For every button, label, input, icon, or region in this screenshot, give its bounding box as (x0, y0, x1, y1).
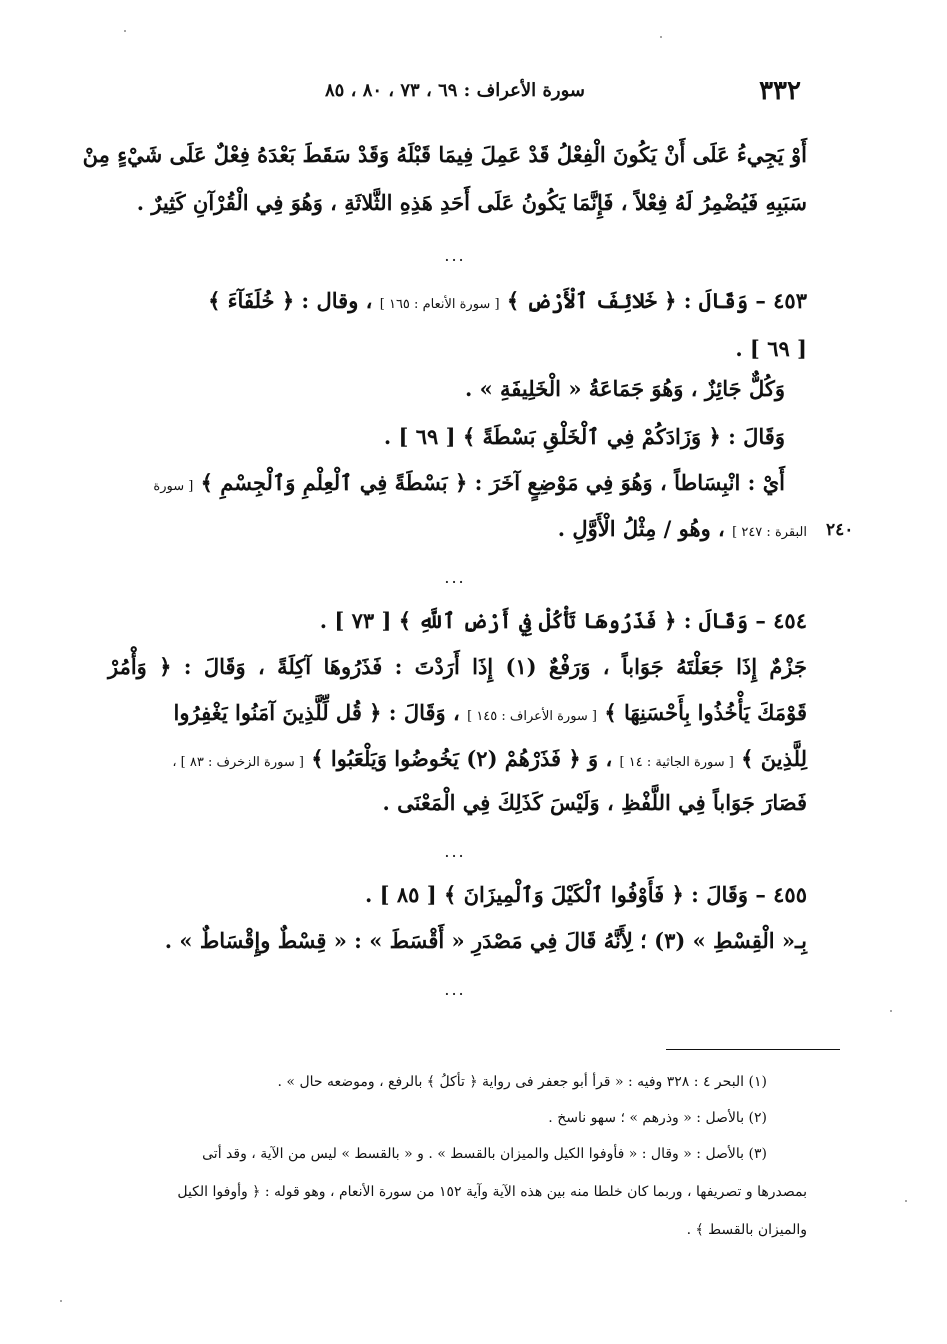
entry-454-commentary-2-b: ، وَقَالَ : ﴿ قُل لِّلَّذِينَ آمَنُوا يَغْفِرُوا (173, 700, 460, 725)
entry-453-commentary-4-text: ، وهُو / مِثْلُ الْأَوَّلِ . (557, 516, 725, 541)
section-separator: ... (444, 842, 466, 861)
entry-454-heading: ٤٥٤ – وَقَالَ : ﴿ فَذَرُوهَا تَأْكُلْ فِي أَرْضِ ٱللَّهِ ﴾ [ ٧٣ ] . (319, 608, 807, 633)
entry-454-commentary-3-a: لِلَّذِينَ ﴾ (741, 746, 807, 771)
footnote-3-line-1: (٣) بالأصل : « وقال : « فأوفوا الكيل والميزان بالقسط » . و « بالقسط » ليس من الآية ، وقد أتى (202, 1146, 767, 1162)
entry-454-commentary-2-a: قَوْمَكَ يَأْخُذُوا بِأَحْسَنِهَا ﴾ (604, 700, 807, 725)
entry-454-commentary-3-ref-1: [ سورة الجاثية : ١٤ ] (619, 755, 734, 770)
entry-453-commentary-4 (558, 516, 807, 541)
entry-453-commentary-4-ref: البقرة : ٢٤٧ ] (732, 525, 807, 540)
footnote-2: (٢) بالأصل : « وذرهم » ؛ سهو ناسخ . (548, 1110, 767, 1126)
entry-455-commentary: بِـ« الْقِسْطِ » (٣) ؛ لِأَنَّهُ قَالَ فِي مَصْدَرِ « أَقْسَطَ » : « قِسْطٌ وإِقْسَاطٌ » . (164, 928, 807, 953)
scan-speck (905, 1200, 907, 1202)
entry-453-commentary-3-text: أَيْ : انْبِسَاطاً ، وَهُوَ فِي مَوْضِعٍ آخَرَ : ﴿ بَسْطَةً فِي ٱلْعِلْمِ وَٱلْجِسْمِ ﴾ (200, 470, 785, 495)
entry-454-commentary-3-ref-2: [ سورة الزخرف : ٨٣ ] ، (172, 755, 304, 770)
entry-453-commentary-3 (108, 470, 785, 495)
intro-line-1: أَوْ يَجِيءُ عَلَى أَنْ يَكُونَ الْفِعْلُ قَدْ عَمِلَ فِيمَا قَبْلَهُ وَقَدْ سَقَطَ بَعْدَهُ فِعْلٌ عَلَى شَيْءٍ مِنْ (82, 142, 807, 167)
entry-453-quote: ٤٥٣ – وَقَالَ : ﴿ خَلائِفَ ٱلْأَرْضِ ﴾ (506, 288, 807, 313)
section-separator: ... (444, 568, 466, 587)
margin-manuscript-number: ٢٤٠ (826, 520, 854, 540)
entry-454-commentary-3 (108, 746, 807, 771)
page-number: ٣٣٢ (759, 76, 801, 106)
scan-speck (124, 30, 126, 32)
intro-line-2: سَبَبِهِ فَيُضْمِرُ لَهُ فِعْلاً ، فَإِنَّمَا يَكُونُ عَلَى أَحَدِ هَذِهِ الثَّلاثَةِ ، وَهُوَ فِي الْقُرْآنِ كَثِيرٌ . (136, 190, 807, 215)
footnote-3-line-3: والميزان بالقسط ﴾ . (686, 1222, 807, 1238)
entry-454-commentary-2 (108, 700, 807, 725)
footnote-rule (666, 1049, 840, 1050)
scan-speck (890, 1010, 892, 1012)
entry-453-surah-ref: [ سورة الأنعام : ١٦٥ ] (379, 297, 500, 312)
entry-453-heading (108, 288, 807, 313)
entry-453-second-quote: ، وقال : ﴿ خُلَفَآءَ ﴾ (208, 288, 373, 313)
entry-454-commentary-2-ref: [ سورة الأعراف : ١٤٥ ] (467, 709, 598, 724)
entry-455-heading: ٤٥٥ – وَقَالَ : ﴿ فَأَوْفُوا ٱلْكَيْلَ وَٱلْمِيزَانَ ﴾ [ ٨٥ ] . (364, 882, 807, 907)
entry-453-commentary-1: وَكُلٌّ جَائِزٌ ، وَهُوَ جَمَاعَةُ « الْخَلِيفَةِ » . (464, 376, 785, 401)
footnote-3-line-2: بمصدرها و تصريفها ، وربما كان خلطا منه بين هذه الآية وآية ١٥٢ من سورة الأنعام ، وهو قوله : ﴿ وأوفوا الكيل (177, 1184, 807, 1200)
section-separator: ... (444, 980, 466, 999)
entry-454-commentary-4: فَصَارَ جَوَاباً فِي اللَّفْظِ ، وَلَيْسَ كَذَلِكَ فِي الْمَعْنَى . (382, 790, 807, 815)
entry-453-commentary-3-ref: [ سورة (153, 479, 194, 494)
entry-453-verse-ref: [ ٦٩ ] . (735, 336, 807, 361)
entry-454-commentary-3-b: ، وَ ﴿ فَذَرْهُمْ (٢) يَخُوضُوا وَيَلْعَبُوا ﴾ (311, 746, 613, 771)
entry-453-commentary-2: وَقَالَ : ﴿ وَزَادَكُمْ فِي ٱلْخَلْقِ بَسْطَةً ﴾ [ ٦٩ ] . (383, 424, 785, 449)
running-header-title: سورة الأعراف : ٦٩ ، ٧٣ ، ٨٠ ، ٨٥ (325, 80, 585, 101)
footnote-1: (١) البحر ٤ : ٣٢٨ وفيه : « قرأ أبو جعفر فى رواية ﴿ تأكلُ ﴾ بالرفع ، وموضعه حال » . (277, 1074, 767, 1090)
section-separator: ... (444, 246, 466, 265)
scan-speck (660, 36, 662, 38)
entry-454-commentary-1: جَزْمٌ إِذَا جَعَلْتَهُ جَوَاباً ، وَرَفْعٌ (١) إِذَا أَرَدْتَ : فَذَرُوهَا آكِلَةً ، وَقَالَ : ﴿ وَأْمُرْ (108, 654, 807, 679)
scan-speck (60, 1300, 62, 1302)
